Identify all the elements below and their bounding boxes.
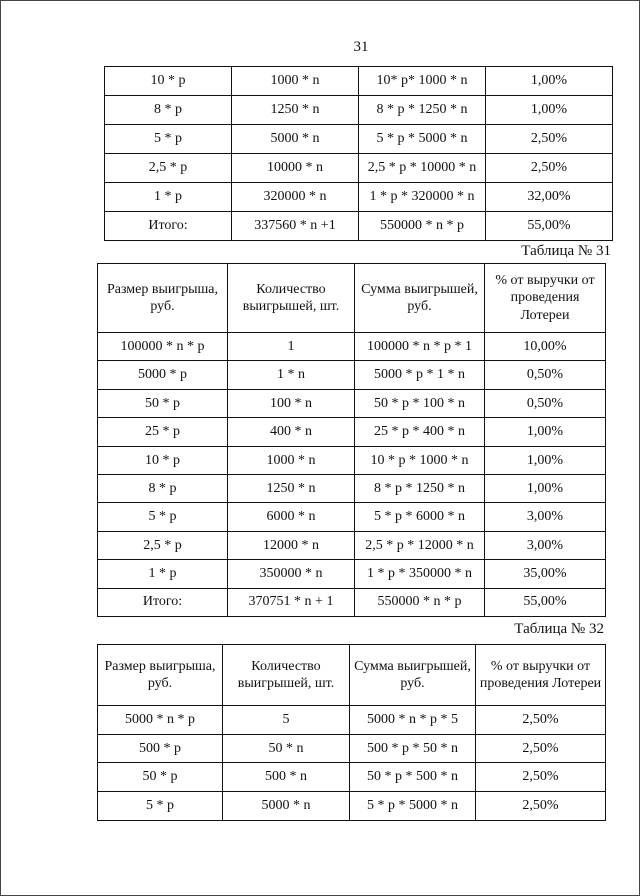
table-cell: 1,00%: [485, 418, 606, 446]
header-row: [98, 264, 606, 333]
table-row: [98, 418, 606, 446]
table-cell: 1 * p * 350000 * n: [355, 560, 485, 588]
table-row: [105, 96, 613, 125]
table-row: [105, 67, 613, 96]
table-cell: 1250 * n: [228, 474, 355, 502]
table-cell: 8 * p: [105, 96, 232, 125]
table-row: [105, 212, 613, 241]
table-row: [98, 474, 606, 502]
table-cell: 2,50%: [476, 734, 606, 763]
header-cell: Размер выигрыша, руб.: [98, 264, 228, 333]
table-row: [98, 588, 606, 616]
table-cell: 1 * p: [98, 560, 228, 588]
header-cell: Сумма выигрышей, руб.: [355, 264, 485, 333]
table-cell: 2,5 * p: [105, 154, 232, 183]
table-cell: 2,5 * p: [98, 531, 228, 559]
table-cell: 55,00%: [485, 588, 606, 616]
table-cell: 1,00%: [485, 446, 606, 474]
header-row: [98, 645, 606, 706]
header-cell: Сумма выигрышей, руб.: [350, 645, 476, 706]
table-cell: 400 * n: [228, 418, 355, 446]
page-number: 31: [353, 39, 369, 55]
table-cell: 3,00%: [485, 531, 606, 559]
table-cell: 1 * p: [105, 183, 232, 212]
table-header: [98, 264, 606, 333]
table-row: [105, 125, 613, 154]
table-32-caption: Таблица № 32: [514, 621, 604, 637]
table-cell: 5000 * p * 1 * n: [355, 361, 485, 389]
table-row: [105, 183, 613, 212]
table-cell: 2,5 * p * 12000 * n: [355, 531, 485, 559]
table-cell: 500 * p: [98, 734, 223, 763]
table-cell: 1: [228, 333, 355, 361]
table-cell: 0,50%: [485, 389, 606, 417]
table-cell: 25 * p: [98, 418, 228, 446]
table-cell: 5: [223, 706, 350, 735]
table-31-caption: Таблица № 31: [521, 243, 611, 259]
table-cell: 5 * p: [105, 125, 232, 154]
table-cell: 50 * n: [223, 734, 350, 763]
table-cell: 5000 * n: [223, 792, 350, 821]
table-row: [98, 531, 606, 559]
table-cell: 25 * p * 400 * n: [355, 418, 485, 446]
table-row: [98, 361, 606, 389]
table-cell: 5000 * n * p * 5: [350, 706, 476, 735]
table-cell: 500 * n: [223, 763, 350, 792]
table-body: [105, 67, 613, 241]
table-cell: 55,00%: [486, 212, 613, 241]
table-cell: 1,00%: [485, 474, 606, 502]
table-cell: 5 * p * 5000 * n: [350, 792, 476, 821]
table-row: [98, 389, 606, 417]
table-cell: 2,50%: [486, 125, 613, 154]
header-cell: % от выручки от проведения Лотереи: [476, 645, 606, 706]
table-cell: 100000 * n * p * 1: [355, 333, 485, 361]
table-cell: 370751 * n + 1: [228, 588, 355, 616]
table-cell: 5 * p * 6000 * n: [355, 503, 485, 531]
table-row: [98, 446, 606, 474]
table-cell: 2,50%: [486, 154, 613, 183]
table-cell: 500 * p * 50 * n: [350, 734, 476, 763]
table-row: [98, 333, 606, 361]
table-row: [98, 792, 606, 821]
header-cell: Размер выигрыша, руб.: [98, 645, 223, 706]
table-cell: 1 * p * 320000 * n: [359, 183, 486, 212]
table-cell: 5000 * p: [98, 361, 228, 389]
table-32: [97, 644, 606, 821]
table-cell: 1000 * n: [228, 446, 355, 474]
table-cell: 10,00%: [485, 333, 606, 361]
table-cell: 3,00%: [485, 503, 606, 531]
table-cell: 10* p* 1000 * n: [359, 67, 486, 96]
table-cell: 0,50%: [485, 361, 606, 389]
table-cell: 350000 * n: [228, 560, 355, 588]
table-cell: 8 * p * 1250 * n: [355, 474, 485, 502]
table-cell: 5000 * n * p: [98, 706, 223, 735]
table-cell: 2,50%: [476, 763, 606, 792]
table-cell: 8 * p * 1250 * n: [359, 96, 486, 125]
table-header: [98, 645, 606, 706]
table-cell: 1 * n: [228, 361, 355, 389]
table-cell: 5 * p: [98, 792, 223, 821]
table-cell: Итого:: [98, 588, 228, 616]
table-cell: 8 * p: [98, 474, 228, 502]
table-cell: 1000 * n: [232, 67, 359, 96]
table-cell: 2,5 * p * 10000 * n: [359, 154, 486, 183]
header-cell: Количество выигрышей, шт.: [228, 264, 355, 333]
table-cell: 50 * p: [98, 389, 228, 417]
table-cell: 50 * p: [98, 763, 223, 792]
table-31: [97, 263, 606, 617]
table-cell: 1,00%: [486, 96, 613, 125]
table-cell: Итого:: [105, 212, 232, 241]
table-cell: 6000 * n: [228, 503, 355, 531]
table-cell: 2,50%: [476, 792, 606, 821]
table-cell: 32,00%: [486, 183, 613, 212]
table-cell: 10 * p: [105, 67, 232, 96]
table-cell: 10000 * n: [232, 154, 359, 183]
table-cell: 1,00%: [486, 67, 613, 96]
table-cell: 50 * p * 100 * n: [355, 389, 485, 417]
table-cell: 100000 * n * p: [98, 333, 228, 361]
table-cell: 5 * p: [98, 503, 228, 531]
table-row: [98, 503, 606, 531]
table-cell: 2,50%: [476, 706, 606, 735]
table-cell: 320000 * n: [232, 183, 359, 212]
table-row: [105, 154, 613, 183]
table-body: [98, 706, 606, 821]
table-cell: 35,00%: [485, 560, 606, 588]
table-row: [98, 734, 606, 763]
table-cell: 550000 * n * p: [355, 588, 485, 616]
table-cell: 5 * p * 5000 * n: [359, 125, 486, 154]
table-cell: 100 * n: [228, 389, 355, 417]
table-cell: 5000 * n: [232, 125, 359, 154]
table-cell: 50 * p * 500 * n: [350, 763, 476, 792]
table-cell: 337560 * n +1: [232, 212, 359, 241]
table-continued: [104, 66, 613, 241]
table-cell: 550000 * n * p: [359, 212, 486, 241]
table-cell: 10 * p * 1000 * n: [355, 446, 485, 474]
table-cell: 12000 * n: [228, 531, 355, 559]
header-cell: % от выручки от проведения Лотереи: [485, 264, 606, 333]
table-cell: 10 * p: [98, 446, 228, 474]
table-body: [98, 333, 606, 617]
table-row: [98, 560, 606, 588]
header-cell: Количество выигрышей, шт.: [223, 645, 350, 706]
table-row: [98, 706, 606, 735]
table-row: [98, 763, 606, 792]
table-cell: 1250 * n: [232, 96, 359, 125]
